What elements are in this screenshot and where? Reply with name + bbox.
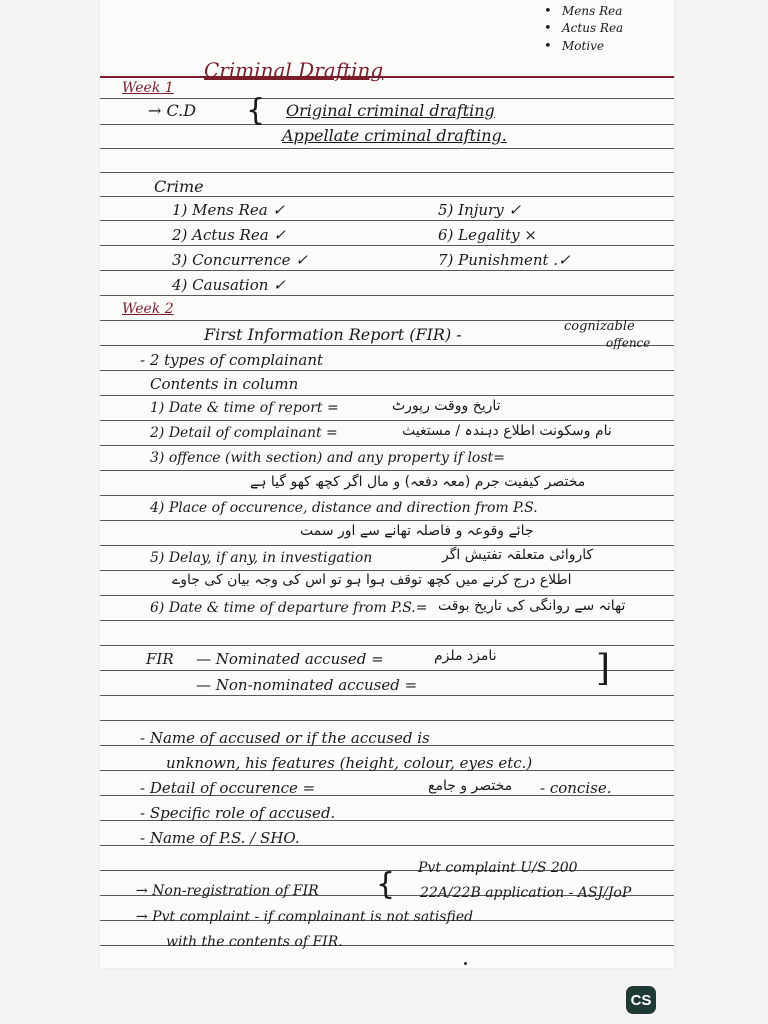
cd-item: Appellate criminal drafting. xyxy=(282,126,507,145)
content-urdu: کاروائی متعلقہ تفتیش اگر xyxy=(442,547,594,563)
ruled-line xyxy=(100,495,674,496)
page-title: Criminal Drafting xyxy=(204,58,384,82)
fir-point: - Detail of occurence = xyxy=(140,779,316,797)
crime-heading: Crime xyxy=(154,177,204,196)
nominated-urdu: نامزد ملزم xyxy=(434,648,497,664)
cd-label: → C.D xyxy=(148,101,197,120)
ruled-line xyxy=(100,220,674,221)
ruled-line xyxy=(100,420,674,421)
content-urdu: جائے وقوعہ و فاصلہ تھانے سے اور سمت xyxy=(300,523,534,539)
content-urdu: تھانہ سے روانگی کی تاریخ بوقت xyxy=(438,598,626,614)
fir-point: - Name of accused or if the accused is xyxy=(140,729,430,747)
content-urdu: تاریخ ووقت رپورٹ xyxy=(392,398,501,414)
brace-icon: { xyxy=(246,93,266,128)
non-registration: → Non-registration of FIR xyxy=(136,883,319,899)
top-note: Motive xyxy=(562,39,605,53)
occurence-urdu: مختصر و جامع xyxy=(428,778,513,794)
content-item: 5) Delay, if any, in investigation xyxy=(150,550,373,566)
fir-point: unknown, his features (height, colour, eyes etc.) xyxy=(166,754,533,772)
crime-element: 7) Punishment .✓ xyxy=(438,251,571,269)
ruled-line xyxy=(100,148,674,149)
concise-note: - concise. xyxy=(540,779,612,797)
camscanner-logo: CS xyxy=(626,986,656,1014)
week-1-heading: Week 1 xyxy=(122,80,174,96)
crime-element: 4) Causation ✓ xyxy=(172,276,286,294)
ruled-line xyxy=(100,720,674,721)
ruled-line xyxy=(100,270,674,271)
ruled-line xyxy=(100,196,674,197)
week-2-heading: Week 2 xyxy=(122,301,174,317)
red-rule xyxy=(100,76,674,78)
ruled-line xyxy=(100,695,674,696)
crime-element: 2) Actus Rea ✓ xyxy=(172,226,287,244)
crime-element: 5) Injury ✓ xyxy=(438,201,522,219)
fir-title: First Information Report (FIR) - xyxy=(204,325,462,344)
ruled-line xyxy=(100,470,674,471)
ruled-line xyxy=(100,645,674,646)
cd-item: Original criminal drafting xyxy=(286,101,495,120)
content-item: 6) Date & time of departure from P.S.= xyxy=(150,600,428,616)
top-note: Mens Rea xyxy=(562,4,623,18)
ruled-line xyxy=(100,98,674,99)
crime-element: 3) Concurrence ✓ xyxy=(172,251,308,269)
top-note: Actus Rea xyxy=(562,21,624,35)
ink-dot xyxy=(464,962,467,965)
pvt-complaint-line: → Pvt complaint - if complainant is not satisfied xyxy=(136,909,474,925)
fir-point: - Specific role of accused. xyxy=(140,804,336,822)
contents-heading: Contents in column xyxy=(150,375,299,393)
complainant-types: - 2 types of complainant xyxy=(140,351,324,369)
pvt-complaint-line: with the contents of FIR. xyxy=(166,934,343,950)
fir-note: offence xyxy=(606,336,651,350)
content-urdu: نام وسکونت اطلاع دہندہ / مستغیث xyxy=(402,423,612,439)
content-urdu: اطلاع درج کرنے میں کچھ توقف ہوا ہو تو اس کی وجہ بیان کی جاوے xyxy=(172,572,572,588)
application-note: 22A/22B application - ASJ/JoP xyxy=(420,885,632,901)
ruled-line xyxy=(100,172,674,173)
ruled-line xyxy=(100,245,674,246)
ruled-line xyxy=(100,545,674,546)
ruled-line xyxy=(100,670,674,671)
crime-element: 6) Legality × xyxy=(438,226,537,244)
ruled-line xyxy=(100,124,674,125)
pvt-complaint-note: Pvt complaint U/S 200 xyxy=(418,860,578,876)
non-nominated-accused: — Non-nominated accused = xyxy=(196,676,418,694)
ruled-line xyxy=(100,295,674,296)
crime-element: 1) Mens Rea ✓ xyxy=(172,201,285,219)
brace-icon: { xyxy=(376,867,396,902)
ruled-line xyxy=(100,595,674,596)
content-item: 4) Place of occurence, distance and direction from P.S. xyxy=(150,500,538,516)
ruled-line xyxy=(100,370,674,371)
fir-label: FIR xyxy=(146,650,174,668)
ruled-line xyxy=(100,520,674,521)
ruled-line xyxy=(100,395,674,396)
nominated-accused: — Nominated accused = xyxy=(196,650,384,668)
content-urdu: مختصر کیفیت جرم (معہ دفعہ) و مال اگر کچھ کھو گیا ہے xyxy=(250,474,586,490)
ruled-line xyxy=(100,570,674,571)
content-item: 2) Detail of complainant = xyxy=(150,425,338,441)
fir-point: - Name of P.S. / SHO. xyxy=(140,829,300,847)
notebook-page: • Mens Rea • Actus Rea • Motive Criminal Drafting Week 1 → C.D { Original criminal drafting Appellate criminal drafting. Crime 1) Mens Rea ✓ 2) Actus Rea ✓ 3) Concurrence ✓ 4) Causation ✓ 5) Injury ✓ 6) Legality × 7) Punishment .✓ Week 2 First Information Report (FIR) - cognizable offence - 2 types of complainant Contents in column 1) Date & time of report = تاریخ ووقت رپورٹ 2) Detail of complainant = نام وسکونت اطلاع دہندہ / مستغیث 3) offence (with section) and any property if lost= مختصر کیفیت جرم (معہ دفعہ) و مال اگر کچھ کھو گیا ہے 4) Place of occurence, distance and direction from P.S. جائے وقوعہ و فاصلہ تھانے سے اور سمت 5) Delay, if any, in investigation کاروائی متعلقہ تفتیش اگر اطلاع درج کرنے میں کچھ توقف ہوا ہو تو اس کی وجہ بیان کی جاوے 6) Date & time of departure from P.S.= تھانہ سے روانگی کی تاریخ بوقت FIR — Nominated accused = نامزد ملزم — Non-nominated accused = ] - Name of accused or if the accused is unknown, his features (height, colour, eyes etc.) - Detail of occurence = مختصر و جامع - concise. - Specific role of accused. - Name of P.S. / SHO. Pvt complaint U/S 200 → Non-registration of FIR { 22A/22B application - ASJ/JoP → Pvt complaint - if complainant is not satisfied with the contents of FIR. xyxy=(100,0,674,968)
fir-note: cognizable xyxy=(564,319,635,334)
ruled-line xyxy=(100,620,674,621)
ruled-line xyxy=(100,445,674,446)
bracket-mark: ] xyxy=(596,648,611,689)
content-item: 1) Date & time of report = xyxy=(150,400,339,416)
ruled-line xyxy=(100,345,674,346)
content-item: 3) offence (with section) and any property if lost= xyxy=(150,450,505,466)
